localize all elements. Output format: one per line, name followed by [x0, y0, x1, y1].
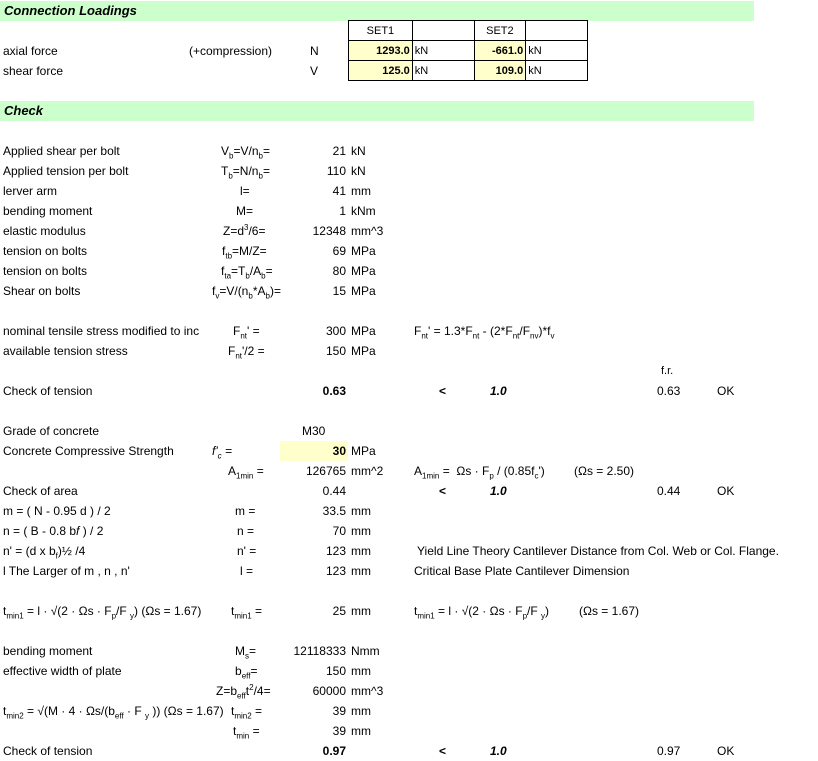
row-formula: $V_b=V/n_b=$: [221, 144, 270, 161]
check-tension-value: 0.63: [322, 384, 346, 398]
row-formula: $Z=d^3/6=$: [223, 223, 266, 238]
tmin1-label: $t_{min1} = l \cdot √(2 \cdot \Omega s \cdot F_p/F$ $_y$) (Ωs = 1.67): [3, 604, 202, 621]
available-unit: MPa: [351, 344, 376, 358]
row-unit: mm: [351, 524, 371, 538]
row-label: effective width of plate: [3, 664, 122, 678]
check-limit: 1.0: [490, 744, 507, 758]
row-label: lerver arm: [3, 184, 58, 198]
row-value: 39: [332, 724, 346, 738]
row-unit: MPa: [351, 264, 376, 278]
check-operator: <: [439, 744, 447, 758]
fc-value[interactable]: 30: [332, 444, 346, 458]
row-unit: kNm: [351, 204, 376, 218]
row-value: 70: [332, 524, 346, 538]
row-value: 1: [339, 204, 346, 218]
row-unit: MPa: [351, 244, 376, 258]
row-value: 15: [332, 284, 346, 298]
axial-symbol: N: [310, 44, 319, 58]
unit-cell: kN: [526, 41, 588, 61]
row-formula: l=: [240, 184, 250, 198]
tmin1-omega: (Ωs = 1.67): [579, 604, 639, 618]
section-title: Check: [4, 103, 44, 118]
axial-set1-cell[interactable]: 1293.0: [349, 41, 413, 61]
row-value: 12348: [312, 224, 346, 238]
check-fr: 0.44: [657, 484, 681, 498]
tmin1-unit: mm: [351, 604, 371, 618]
grade-label: Grade of concrete: [3, 424, 100, 438]
shear-symbol: V: [310, 64, 319, 78]
row-label: l The Larger of m , n , n': [3, 564, 130, 578]
row-label: elastic modulus: [3, 224, 86, 238]
row-unit: mm: [351, 544, 371, 558]
check-operator: <: [439, 384, 447, 398]
nominal-formula: $F_{nt}'$ =: [233, 324, 260, 341]
row-unit: mm: [351, 664, 371, 678]
a1-note: $A_{1min} = \Omega s \cdot F_p / (0.85f_c')$: [414, 464, 545, 481]
row-unit: mm^3: [351, 684, 384, 698]
row-note: Yield Line Theory Cantilever Distance from Col. Web or Col. Flange.: [417, 544, 779, 558]
check-ok: OK: [717, 484, 735, 498]
row-unit: Nmm: [351, 644, 380, 658]
row-value: 33.5: [322, 504, 346, 518]
set2-header: SET2: [474, 21, 526, 41]
row-label: $t_{min2} = √(M \cdot 4 \cdot \Omega s/(b_{eff} \cdot F$ $_y$ )) (Ωs = 1.67): [3, 704, 224, 721]
row-label: n' = (d x $b_f)\frac{1}{2}$ /4: [3, 544, 86, 561]
check-tension-label: Check of tension: [3, 384, 93, 398]
loadings-table: [348, 20, 588, 81]
row-unit: kN: [351, 144, 366, 158]
available-value: 150: [325, 344, 346, 358]
row-formula: $t_{min2}$ =: [231, 704, 263, 721]
tmin1-note: $t_{min1} = l \cdot √(2 \cdot \Omega s \cdot F_p/F$ $_y$): [414, 604, 550, 621]
check-fr: 0.97: [657, 744, 681, 758]
shear-label: shear force: [3, 64, 64, 78]
row-formula: n' =: [237, 544, 257, 558]
nominal-unit: MPa: [351, 324, 376, 338]
row-label: tension on bolts: [3, 264, 88, 278]
row-unit: mm: [351, 504, 371, 518]
check-limit: 1.0: [490, 484, 507, 498]
check-ok: OK: [717, 384, 735, 398]
row-label: tension on bolts: [3, 244, 88, 258]
row-unit: kN: [351, 164, 366, 178]
check-fr: 0.63: [657, 384, 681, 398]
row-unit: mm: [351, 184, 371, 198]
row-value: 60000: [312, 684, 346, 698]
row-label: Shear on bolts: [3, 284, 81, 298]
row-formula: l =: [240, 564, 254, 578]
check-tension-label: Check of tension: [3, 744, 93, 758]
row-value: 110: [326, 164, 346, 178]
unit-cell: kN: [526, 61, 588, 81]
row-value: 69: [332, 244, 346, 258]
nominal-value: 300: [325, 324, 346, 338]
row-formula: M=: [236, 204, 254, 218]
row-label: bending moment: [3, 204, 93, 218]
row-value: 150: [325, 664, 346, 678]
row-formula: $T_b=N/n_b=$: [221, 164, 270, 181]
row-label: Applied shear per bolt: [3, 144, 120, 158]
row-formula: $f_{ta}=T_b/A_b=$: [221, 264, 273, 281]
row-unit: mm^3: [351, 224, 384, 238]
a1-value: 126765: [305, 464, 346, 478]
row-unit: mm: [351, 724, 371, 738]
set1-header: SET1: [349, 21, 413, 41]
axial-set2-cell[interactable]: -661.0: [474, 41, 526, 61]
a1-symbol: $A_{1min}$ =: [228, 464, 264, 481]
tmin1-formula: $t_{min1}$ =: [231, 604, 263, 621]
shear-set1-cell[interactable]: 125.0: [349, 61, 413, 81]
axial-note: (+compression): [189, 44, 273, 58]
row-formula: n =: [237, 524, 255, 538]
check-operator: <: [439, 484, 447, 498]
section-title: Connection Loadings: [4, 3, 137, 18]
axial-label: axial force: [3, 44, 58, 58]
check-ok: OK: [717, 744, 735, 758]
row-value: 21: [332, 144, 346, 158]
row-formula: $M_s=$: [235, 644, 257, 661]
row-unit: MPa: [351, 284, 376, 298]
check-limit: 1.0: [490, 384, 507, 398]
row-unit: mm: [351, 564, 371, 578]
tmin1-value: 25: [332, 604, 346, 618]
a1-unit: mm^2: [351, 464, 384, 478]
row-formula: m =: [235, 504, 256, 518]
row-value: 12118333: [293, 644, 346, 658]
row-value: 123: [325, 564, 346, 578]
row-unit: mm: [351, 704, 371, 718]
a1-omega: (Ωs = 2.50): [574, 464, 634, 478]
fc-symbol: $f'_c$ =: [212, 444, 232, 461]
section-header-check: [0, 101, 754, 121]
nominal-note: $F_{nt}' = 1.3*F_{nt} - (2*F_{nt}/F_{nv})*f_v$: [414, 324, 555, 341]
row-value: 80: [332, 264, 346, 278]
available-label: available tension stress: [3, 344, 128, 358]
row-value: 123: [325, 544, 346, 558]
row-formula: $Z=b_{eff}t^2/4=$: [216, 683, 271, 701]
check-area-label: Check of area: [3, 484, 78, 498]
fc-label: Concrete Compressive Strength: [3, 444, 174, 458]
row-formula: $f_{tb}=M/Z=$: [222, 244, 267, 261]
row-note: Critical Base Plate Cantilever Dimension: [414, 564, 630, 578]
check-tension-value: 0.97: [322, 744, 346, 758]
section-header-connection-loadings: [0, 1, 754, 21]
row-formula: $t_{min}$ =: [233, 724, 260, 741]
unit-cell: kN: [412, 41, 474, 61]
row-label: m = ( N - 0.95 d ) / 2: [3, 504, 111, 518]
row-value: 39: [332, 704, 346, 718]
row-label: Applied tension per bolt: [3, 164, 129, 178]
row-label: n = ( B - 0.8 bf ) / 2: [3, 524, 104, 538]
row-formula: $f_v=V/(n_b*A_b)=$: [212, 284, 281, 301]
check-area-value: 0.44: [322, 484, 346, 498]
row-value: 41: [332, 184, 346, 198]
nominal-label: nominal tensile stress modified to inc: [3, 324, 200, 338]
unit-cell: kN: [412, 61, 474, 81]
grade-value: M30: [302, 424, 326, 438]
shear-set2-cell[interactable]: 109.0: [474, 61, 526, 81]
row-formula: $b_{eff}=$: [235, 664, 258, 681]
fr-header: f.r.: [661, 365, 674, 377]
fc-unit: MPa: [351, 444, 376, 458]
available-formula: $F_{nt}'/2$ =: [228, 344, 265, 361]
row-label: bending moment: [3, 644, 93, 658]
